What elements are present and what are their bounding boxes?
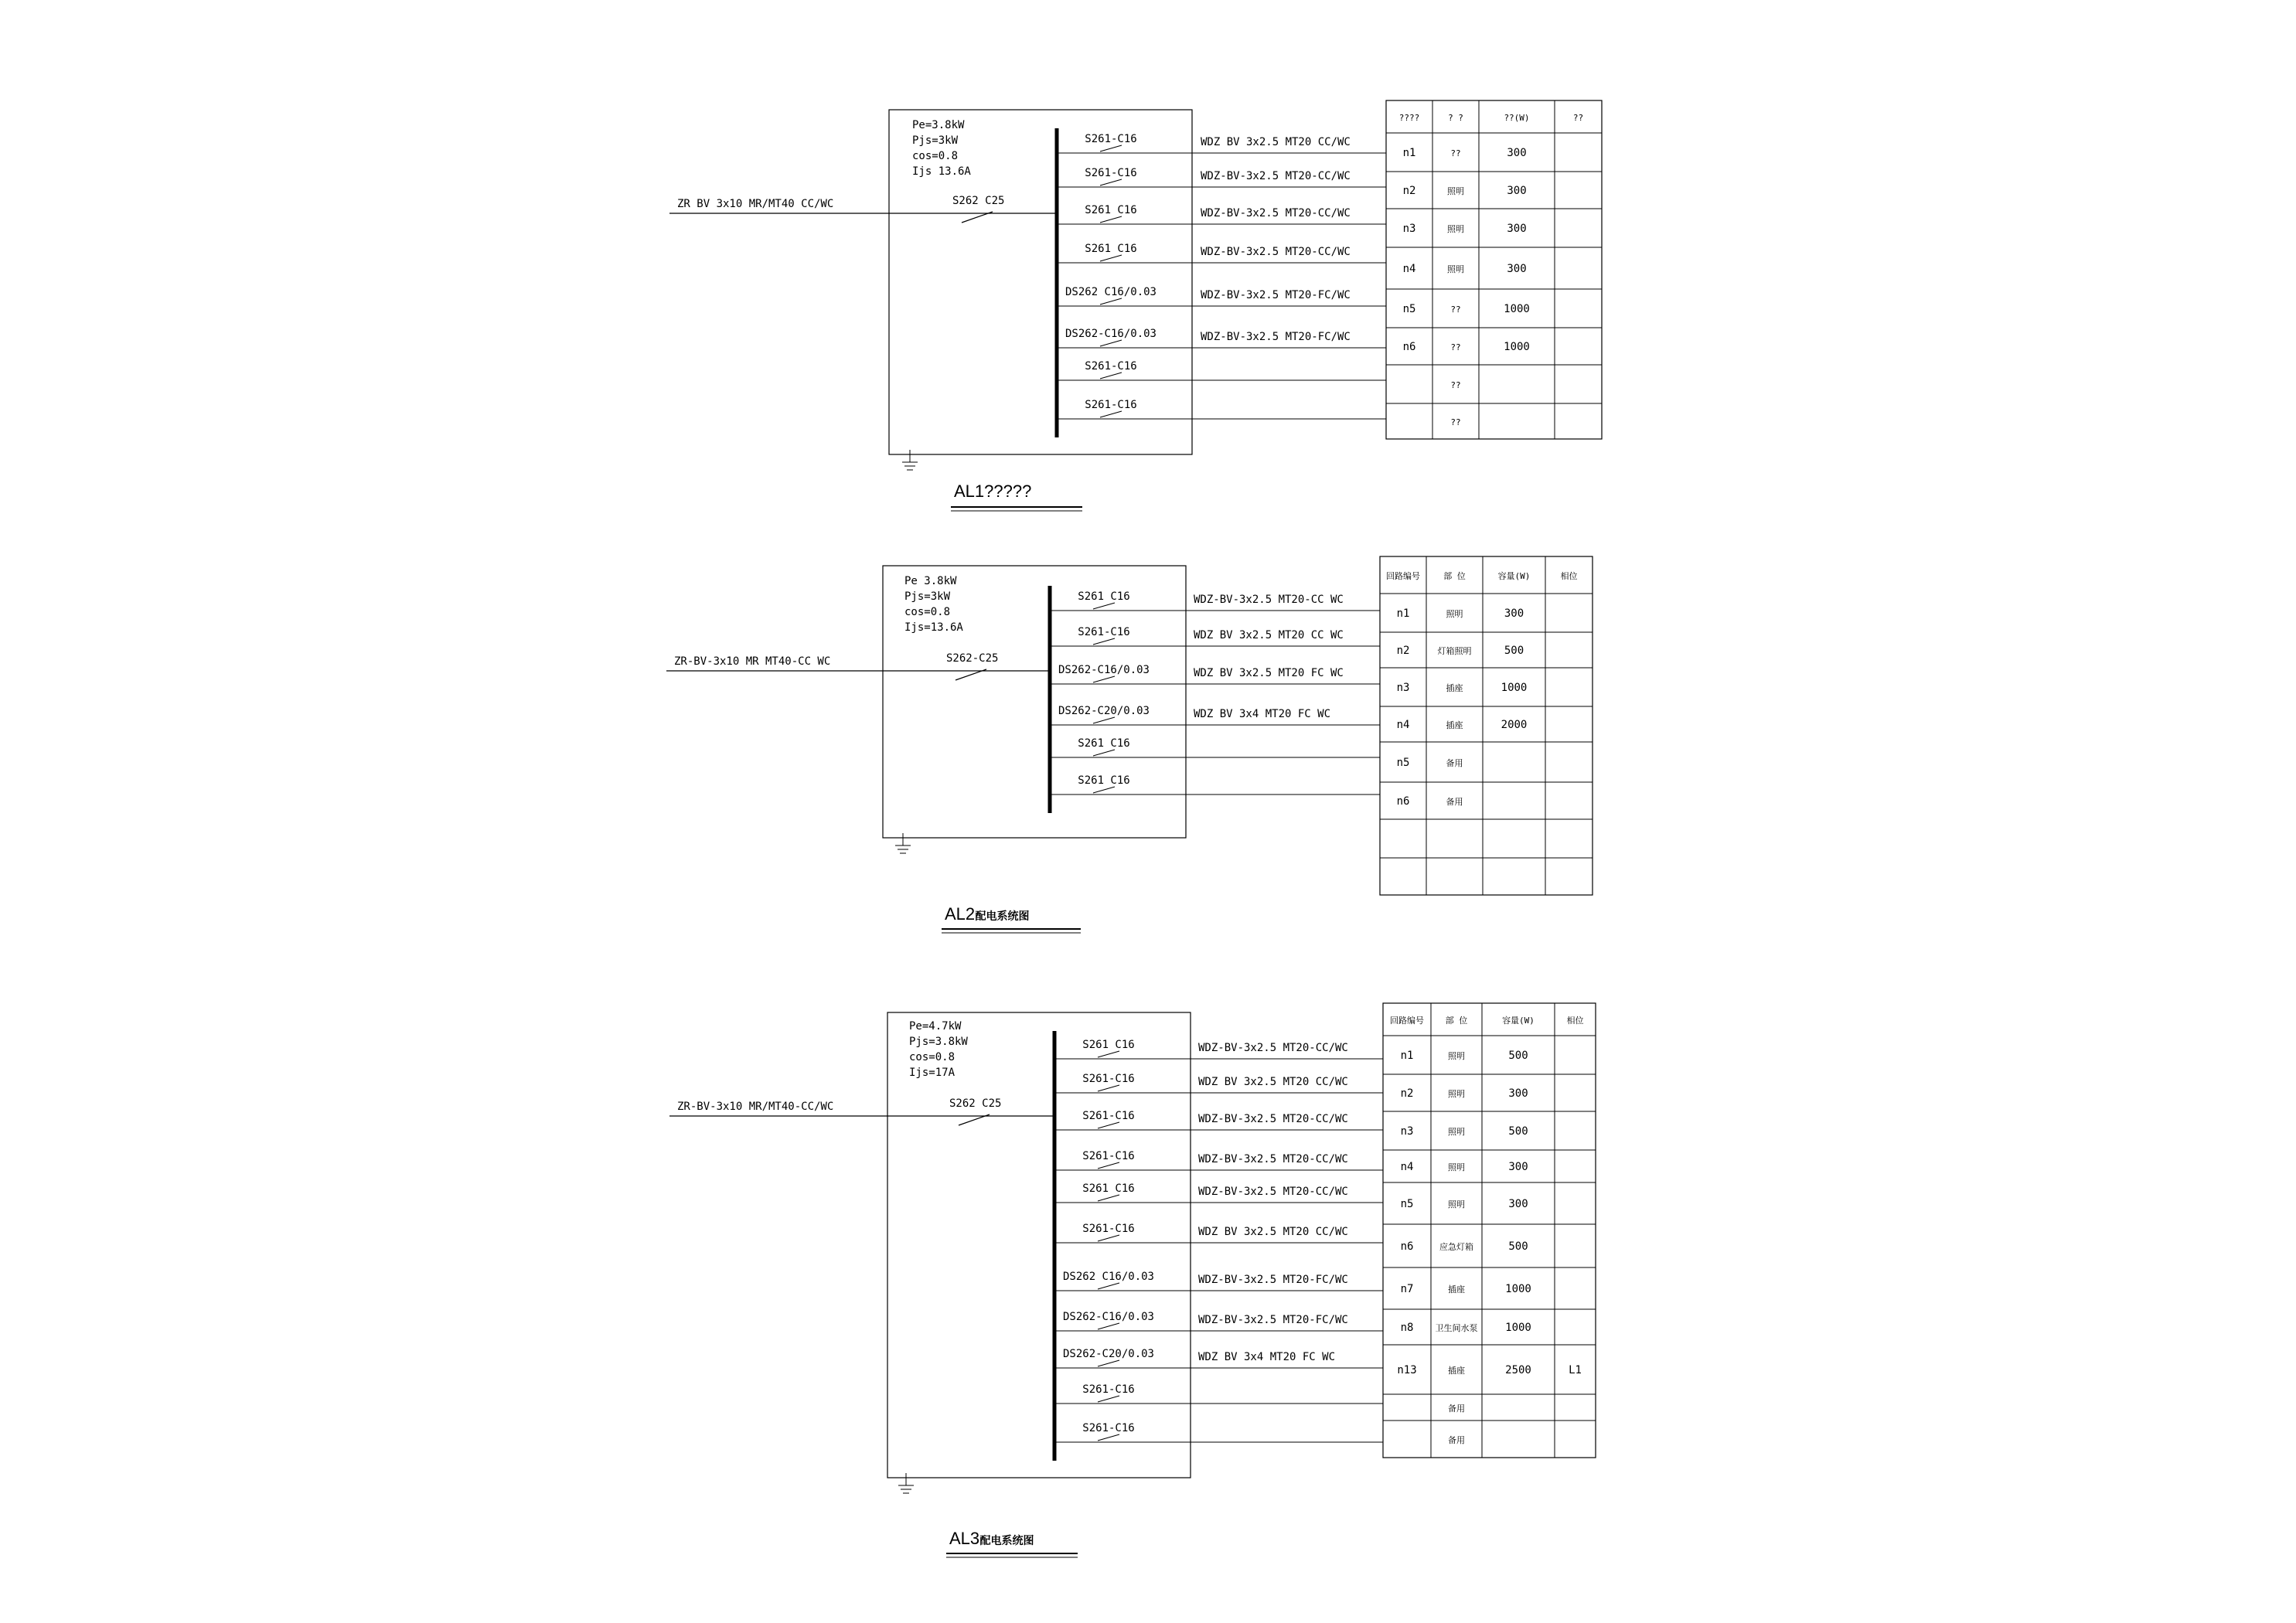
circuit-number-cell: n3: [1396, 682, 1410, 694]
branch-cable-label: WDZ-BV-3x2.5 MT20-FC/WC: [1201, 331, 1351, 343]
branch-cable-label: WDZ BV 3x2.5 MT20 CC/WC: [1201, 136, 1351, 148]
table-header-cell: ??(W): [1504, 113, 1530, 123]
circuit-power-cell: 500: [1508, 1240, 1528, 1253]
branch-breaker-label: S261-C16: [1085, 399, 1137, 411]
circuit-number-cell: n1: [1400, 1050, 1414, 1062]
branch-cable-label: WDZ-BV-3x2.5 MT20-CC/WC: [1198, 1042, 1348, 1054]
table-header-cell: 部 位: [1443, 571, 1466, 581]
circuit-number-cell: n5: [1400, 1198, 1414, 1210]
circuit-location-cell: 照明: [1446, 609, 1463, 619]
circuit-location-cell: 灯箱照明: [1437, 646, 1472, 656]
branch-breaker-label: S261-C16: [1082, 1110, 1135, 1122]
load-summary-line: Pe 3.8kW: [904, 575, 957, 587]
panel-enclosure: [887, 1012, 1191, 1478]
branch-breaker-symbol: [1100, 298, 1122, 305]
circuit-number-cell: n4: [1396, 719, 1410, 731]
load-summary-line: Pjs=3kW: [912, 134, 959, 147]
table-header-cell: 相位: [1560, 571, 1578, 581]
branch-breaker-symbol: [1098, 1360, 1119, 1366]
branch-breaker-label: S261-C16: [1082, 1073, 1135, 1085]
circuit-number-cell: n5: [1396, 757, 1410, 769]
circuit-location-cell: ??: [1450, 417, 1461, 427]
main-breaker-label: S262 C25: [949, 1097, 1002, 1110]
branch-cable-label: WDZ-BV-3x2.5 MT20-CC/WC: [1198, 1113, 1348, 1125]
panel-title-cn: 配电系统图: [979, 1535, 1034, 1547]
branch-cable-label: WDZ BV 3x2.5 MT20 CC/WC: [1198, 1226, 1348, 1238]
main-breaker-label: S262 C25: [952, 195, 1005, 207]
load-summary-line: Ijs=17A: [909, 1067, 956, 1079]
branch-cable-label: WDZ-BV-3x2.5 MT20-CC/WC: [1198, 1153, 1348, 1165]
load-summary-line: Pe=4.7kW: [909, 1020, 962, 1033]
branch-breaker-label: S261-C16: [1082, 1150, 1135, 1162]
branch-breaker-symbol: [1098, 1195, 1119, 1201]
circuit-number-cell: n7: [1400, 1283, 1414, 1295]
table-header-cell: 部 位: [1445, 1016, 1468, 1026]
panel-al2: [666, 556, 1593, 933]
load-summary-line: Pjs=3.8kW: [909, 1036, 968, 1048]
branch-cable-label: WDZ-BV-3x2.5 MT20-FC/WC: [1198, 1274, 1348, 1286]
circuit-power-cell: 300: [1507, 263, 1527, 275]
table-header-cell: ? ?: [1448, 113, 1463, 123]
circuit-power-cell: 2500: [1505, 1364, 1531, 1376]
branch-breaker-symbol: [1100, 145, 1122, 151]
circuit-power-cell: 500: [1508, 1050, 1528, 1062]
panel-al3: [669, 1003, 1596, 1557]
branch-breaker-symbol: [1098, 1434, 1119, 1441]
circuit-number-cell: n8: [1400, 1322, 1414, 1334]
branch-cable-label: WDZ BV 3x2.5 MT20 FC WC: [1194, 667, 1344, 679]
circuit-location-cell: 备用: [1446, 797, 1463, 807]
branch-breaker-symbol: [1093, 750, 1115, 756]
circuit-location-cell: 备用: [1448, 1404, 1465, 1414]
branch-cable-label: WDZ-BV-3x2.5 MT20-CC/WC: [1201, 246, 1351, 258]
branch-breaker-symbol: [1098, 1323, 1119, 1329]
circuit-location-cell: 照明: [1447, 186, 1464, 196]
circuit-number-cell: n3: [1400, 1125, 1414, 1138]
circuit-location-cell: ??: [1450, 380, 1461, 390]
branch-breaker-symbol: [1093, 638, 1115, 645]
circuit-location-cell: 应急灯箱: [1439, 1242, 1473, 1252]
circuit-location-cell: ??: [1450, 342, 1461, 352]
branch-cable-label: WDZ-BV-3x2.5 MT20-CC/WC: [1198, 1186, 1348, 1198]
branch-cable-label: WDZ-BV-3x2.5 MT20-CC/WC: [1201, 170, 1351, 182]
branch-breaker-label: DS262 C16/0.03: [1065, 286, 1157, 298]
load-summary-line: Ijs 13.6A: [912, 165, 971, 178]
branch-breaker-symbol: [1100, 373, 1122, 379]
circuit-number-cell: n3: [1402, 223, 1416, 235]
circuit-phase-cell: L1: [1569, 1364, 1582, 1376]
circuit-power-cell: 1000: [1504, 303, 1530, 315]
load-summary-line: cos=0.8: [912, 150, 959, 162]
branch-cable-label: WDZ BV 3x4 MT20 FC WC: [1194, 708, 1331, 720]
branch-cable-label: WDZ-BV-3x2.5 MT20-FC/WC: [1201, 289, 1351, 301]
table-header-cell: 回路编号: [1390, 1016, 1424, 1026]
branch-breaker-symbol: [1098, 1396, 1119, 1402]
circuit-power-cell: 300: [1508, 1161, 1528, 1173]
branch-breaker-label: S261 C16: [1078, 590, 1130, 603]
incoming-cable-label: ZR-BV-3x10 MR MT40-CC WC: [674, 655, 831, 668]
panel-al1: [669, 100, 1602, 511]
circuit-location-cell: 备用: [1446, 758, 1463, 768]
circuit-number-cell: n4: [1402, 263, 1416, 275]
branch-breaker-label: DS262-C16/0.03: [1062, 1311, 1155, 1323]
branch-breaker-label: DS262-C16/0.03: [1065, 328, 1157, 340]
branch-breaker-label: S261-C16: [1078, 626, 1130, 638]
load-summary-line: Pjs=3kW: [904, 590, 951, 603]
branch-breaker-symbol: [1100, 411, 1122, 417]
circuit-power-cell: 300: [1507, 147, 1527, 159]
circuit-location-cell: ??: [1450, 305, 1461, 315]
branch-breaker-symbol: [1098, 1085, 1119, 1091]
branch-breaker-symbol: [1098, 1283, 1119, 1289]
circuit-location-cell: 卫生间水泵: [1435, 1323, 1478, 1333]
table-header-cell: 容量(W): [1502, 1016, 1535, 1026]
panel-title: AL3: [949, 1529, 980, 1548]
panel-title-cn: 配电系统图: [975, 910, 1030, 923]
circuit-power-cell: 300: [1507, 223, 1527, 235]
circuit-table-frame: [1386, 100, 1602, 439]
branch-breaker-symbol: [1100, 255, 1122, 261]
branch-breaker-symbol: [1098, 1122, 1119, 1128]
circuit-table-frame: [1380, 556, 1593, 895]
branch-breaker-symbol: [1100, 216, 1122, 223]
branch-breaker-label: DS262 C16/0.03: [1062, 1271, 1155, 1283]
circuit-location-cell: 照明: [1448, 1162, 1465, 1172]
branch-breaker-symbol: [1093, 787, 1115, 793]
circuit-number-cell: n1: [1402, 147, 1416, 159]
branch-breaker-label: DS262-C16/0.03: [1058, 664, 1150, 676]
branch-breaker-symbol: [1093, 676, 1115, 682]
branch-breaker-label: S261-C16: [1085, 133, 1137, 145]
circuit-power-cell: 300: [1504, 607, 1524, 620]
circuit-location-cell: 插座: [1448, 1366, 1465, 1376]
panel-title: AL2: [945, 904, 976, 924]
circuit-location-cell: 照明: [1448, 1051, 1465, 1061]
branch-breaker-symbol: [1100, 179, 1122, 185]
table-header-cell: 回路编号: [1386, 571, 1420, 581]
branch-breaker-label: DS262-C20/0.03: [1058, 705, 1150, 717]
circuit-location-cell: 插座: [1448, 1284, 1465, 1295]
circuit-power-cell: 1000: [1501, 682, 1528, 694]
circuit-number-cell: n5: [1402, 303, 1416, 315]
circuit-location-cell: 照明: [1448, 1127, 1465, 1137]
circuit-location-cell: 插座: [1446, 720, 1463, 730]
load-summary-line: Pe=3.8kW: [912, 119, 965, 131]
circuit-number-cell: n13: [1397, 1364, 1417, 1376]
branch-breaker-symbol: [1093, 603, 1115, 609]
circuit-location-cell: 照明: [1448, 1089, 1465, 1099]
circuit-power-cell: 500: [1504, 645, 1524, 657]
circuit-power-cell: 1000: [1505, 1322, 1531, 1334]
circuit-location-cell: 备用: [1448, 1435, 1465, 1445]
load-summary-line: cos=0.8: [904, 606, 951, 618]
panel-title: AL1?????: [954, 481, 1032, 501]
branch-cable-label: WDZ BV 3x4 MT20 FC WC: [1198, 1351, 1336, 1363]
branch-breaker-label: S261 C16: [1085, 204, 1137, 216]
circuit-number-cell: n6: [1396, 795, 1410, 808]
table-header-cell: ????: [1398, 113, 1420, 123]
branch-cable-label: WDZ BV 3x2.5 MT20 CC WC: [1194, 629, 1344, 641]
branch-breaker-label: S261 C16: [1078, 737, 1130, 750]
branch-breaker-label: S261 C16: [1082, 1182, 1135, 1195]
branch-breaker-label: S261 C16: [1082, 1039, 1135, 1051]
circuit-number-cell: n2: [1400, 1087, 1414, 1100]
circuit-power-cell: 300: [1508, 1198, 1528, 1210]
table-header-cell: 相位: [1566, 1016, 1584, 1026]
circuit-number-cell: n4: [1400, 1161, 1414, 1173]
branch-breaker-symbol: [1098, 1235, 1119, 1241]
circuit-power-cell: 2000: [1501, 719, 1528, 731]
circuit-power-cell: 1000: [1504, 341, 1530, 353]
circuit-number-cell: n6: [1400, 1240, 1414, 1253]
branch-breaker-label: S261-C16: [1082, 1223, 1135, 1235]
branch-breaker-symbol: [1093, 717, 1115, 723]
circuit-power-cell: 500: [1508, 1125, 1528, 1138]
load-summary-line: cos=0.8: [909, 1051, 956, 1063]
branch-breaker-label: S261 C16: [1078, 774, 1130, 787]
branch-breaker-symbol: [1098, 1051, 1119, 1057]
branch-cable-label: WDZ-BV-3x2.5 MT20-CC WC: [1194, 594, 1344, 606]
incoming-cable-label: ZR BV 3x10 MR/MT40 CC/WC: [677, 198, 834, 210]
circuit-location-cell: 照明: [1448, 1199, 1465, 1210]
circuit-table-frame: [1383, 1003, 1596, 1458]
load-summary-line: Ijs=13.6A: [904, 621, 963, 634]
circuit-location-cell: ??: [1450, 148, 1461, 158]
circuit-number-cell: n1: [1396, 607, 1410, 620]
circuit-number-cell: n2: [1396, 645, 1410, 657]
table-header-cell: 容量(W): [1497, 571, 1531, 581]
circuit-location-cell: 照明: [1447, 224, 1464, 234]
circuit-location-cell: 照明: [1447, 264, 1464, 274]
circuit-power-cell: 300: [1508, 1087, 1528, 1100]
branch-breaker-label: S261 C16: [1085, 243, 1137, 255]
branch-cable-label: WDZ-BV-3x2.5 MT20-FC/WC: [1198, 1314, 1348, 1326]
table-header-cell: ??: [1572, 113, 1584, 123]
circuit-number-cell: n2: [1402, 185, 1416, 197]
circuit-power-cell: 1000: [1505, 1283, 1531, 1295]
branch-breaker-label: DS262-C20/0.03: [1062, 1348, 1155, 1360]
circuit-power-cell: 300: [1507, 185, 1527, 197]
branch-cable-label: WDZ-BV-3x2.5 MT20-CC/WC: [1201, 207, 1351, 219]
branch-breaker-label: S261-C16: [1082, 1383, 1135, 1396]
incoming-cable-label: ZR-BV-3x10 MR/MT40-CC/WC: [677, 1101, 834, 1113]
branch-breaker-label: S261-C16: [1085, 167, 1137, 179]
branch-cable-label: WDZ BV 3x2.5 MT20 CC/WC: [1198, 1076, 1348, 1088]
circuit-number-cell: n6: [1402, 341, 1416, 353]
main-breaker-label: S262-C25: [946, 652, 999, 665]
branch-breaker-label: S261-C16: [1085, 360, 1137, 373]
branch-breaker-symbol: [1098, 1162, 1119, 1169]
branch-breaker-label: S261-C16: [1082, 1422, 1135, 1434]
branch-breaker-symbol: [1100, 340, 1122, 346]
circuit-location-cell: 插座: [1446, 683, 1463, 693]
